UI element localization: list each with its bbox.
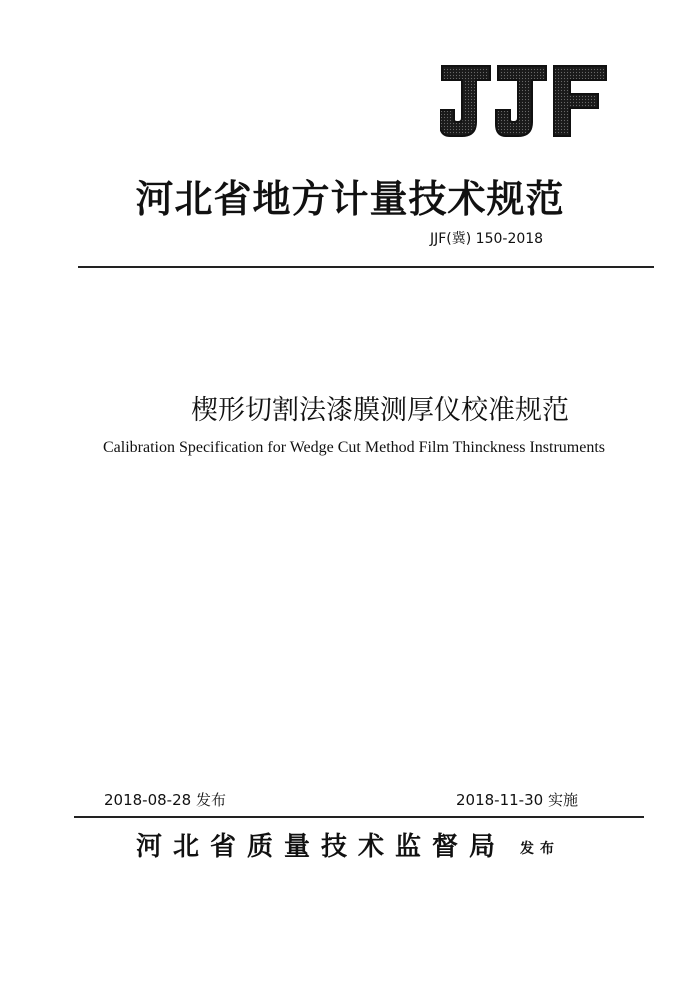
issuer-title: 河北省地方计量技术规范 [135, 176, 565, 221]
bottom-divider [74, 816, 644, 818]
document-title-chinese: 楔形切割法漆膜测厚仪校准规范 [191, 395, 569, 426]
implement-date: 2018-11-30 实施 [456, 791, 578, 809]
publish-date: 2018-08-28 发布 [104, 791, 226, 809]
document-title-english: Calibration Specification for Wedge Cut Method Film Thinckness Instruments [102, 439, 606, 456]
issuing-authority: 河北省质量技术监督局 [136, 832, 507, 862]
top-divider [78, 266, 654, 268]
document-code: JJF(冀) 150-2018 [430, 231, 544, 247]
issuing-authority-suffix: 发布 [520, 841, 560, 857]
jjf-logo [440, 62, 608, 140]
